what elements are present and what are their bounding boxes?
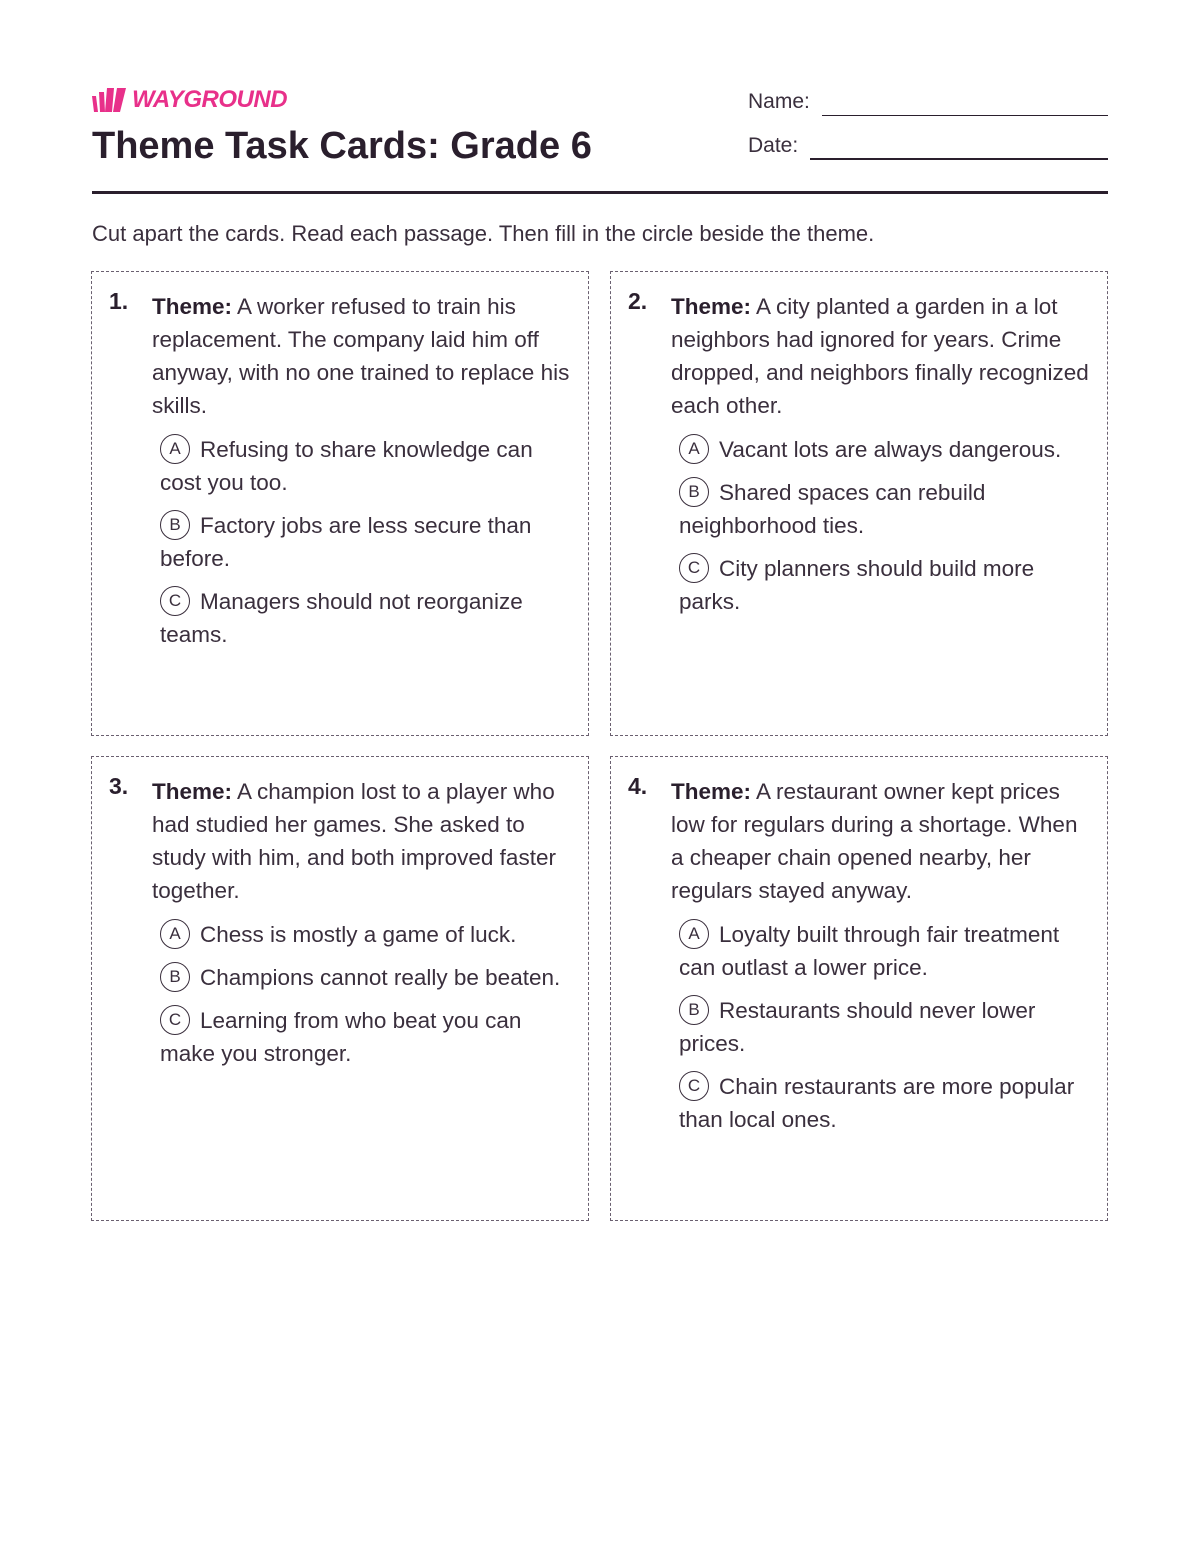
answer-options	[160, 433, 570, 651]
option-text: Champions cannot really be beaten.	[200, 965, 561, 990]
date-field[interactable]	[748, 132, 1108, 160]
option-text: Chess is mostly a game of luck.	[200, 922, 517, 947]
answer-option[interactable]	[679, 433, 1089, 466]
answer-option[interactable]	[160, 1004, 570, 1070]
card-body	[671, 290, 1089, 634]
answer-bubble[interactable]: A	[679, 919, 709, 949]
answer-options	[679, 433, 1089, 618]
answer-option[interactable]	[679, 918, 1089, 984]
answer-bubble[interactable]: A	[679, 434, 709, 464]
answer-bubble[interactable]: C	[160, 586, 190, 616]
theme-label: Theme:	[152, 779, 233, 804]
wayground-logo-icon	[92, 88, 126, 112]
theme-label: Theme:	[671, 294, 752, 319]
answer-bubble[interactable]: C	[160, 1005, 190, 1035]
answer-options	[679, 918, 1089, 1136]
card-number: 2.	[628, 288, 648, 314]
option-text: Shared spaces can rebuild neighborhood ties.	[679, 480, 986, 538]
brand-name: WAYGROUND	[132, 86, 288, 113]
passage	[152, 775, 570, 907]
answer-option[interactable]	[160, 918, 570, 951]
answer-bubble[interactable]: C	[679, 553, 709, 583]
passage-text: A worker refused to train his replacement. The company laid him off anyway, with no one trained to replace his skills.	[152, 294, 570, 418]
option-text: Learning from who beat you can make you stronger.	[160, 1008, 522, 1066]
answer-option[interactable]	[160, 585, 570, 651]
card-body	[152, 290, 570, 667]
answer-bubble[interactable]: B	[679, 477, 709, 507]
date-line[interactable]	[810, 132, 1108, 160]
theme-label: Theme:	[152, 294, 233, 319]
task-card-4	[610, 756, 1108, 1221]
date-label: Date:	[748, 134, 799, 157]
passage-text: A city planted a garden in a lot neighbors had ignored for years. Crime dropped, and neighbors finally recognized each other.	[671, 294, 1089, 418]
passage	[152, 290, 570, 422]
card-body	[671, 775, 1089, 1152]
theme-label: Theme:	[671, 779, 752, 804]
answer-options	[160, 918, 570, 1070]
instructions: Cut apart the cards. Read each passage. Then fill in the circle beside the theme.	[92, 221, 875, 246]
task-card-3	[91, 756, 589, 1221]
card-number: 4.	[628, 773, 648, 799]
passage	[671, 775, 1089, 907]
answer-option[interactable]	[679, 552, 1089, 618]
answer-bubble[interactable]: B	[160, 510, 190, 540]
answer-option[interactable]	[679, 476, 1089, 542]
passage-text: A champion lost to a player who had studied her games. She asked to study with him, and both improved faster together.	[152, 779, 556, 903]
option-text: Restaurants should never lower prices.	[679, 998, 1036, 1056]
answer-option[interactable]	[679, 994, 1089, 1060]
header-divider	[92, 191, 1108, 194]
page-title: Theme Task Cards: Grade 6	[92, 125, 592, 167]
wayground-logo	[92, 86, 287, 114]
answer-bubble[interactable]: A	[160, 434, 190, 464]
answer-bubble[interactable]: B	[160, 962, 190, 992]
answer-option[interactable]	[160, 961, 570, 994]
name-line[interactable]	[822, 89, 1108, 116]
passage-text: A restaurant owner kept prices low for regulars during a shortage. When a cheaper chain opened nearby, her regulars stayed anyway.	[671, 779, 1078, 903]
name-field[interactable]	[748, 88, 1108, 116]
option-text: City planners should build more parks.	[679, 556, 1035, 614]
answer-option[interactable]	[160, 509, 570, 575]
card-body	[152, 775, 570, 1086]
option-text: Chain restaurants are more popular than local ones.	[679, 1074, 1075, 1132]
card-number: 3.	[109, 773, 129, 799]
answer-option[interactable]	[679, 1070, 1089, 1136]
answer-option[interactable]	[160, 433, 570, 499]
option-text: Refusing to share knowledge can cost you too.	[160, 437, 533, 495]
passage	[671, 290, 1089, 422]
card-number: 1.	[109, 288, 129, 314]
name-label: Name:	[748, 90, 810, 113]
answer-bubble[interactable]: B	[679, 995, 709, 1025]
option-text: Managers should not reorganize teams.	[160, 589, 523, 647]
option-text: Vacant lots are always dangerous.	[719, 437, 1062, 462]
answer-bubble[interactable]: A	[160, 919, 190, 949]
task-card-2	[610, 271, 1108, 736]
answer-bubble[interactable]: C	[679, 1071, 709, 1101]
option-text: Factory jobs are less secure than before.	[160, 513, 532, 571]
option-text: Loyalty built through fair treatment can outlast a lower price.	[679, 922, 1060, 980]
task-card-1	[91, 271, 589, 736]
